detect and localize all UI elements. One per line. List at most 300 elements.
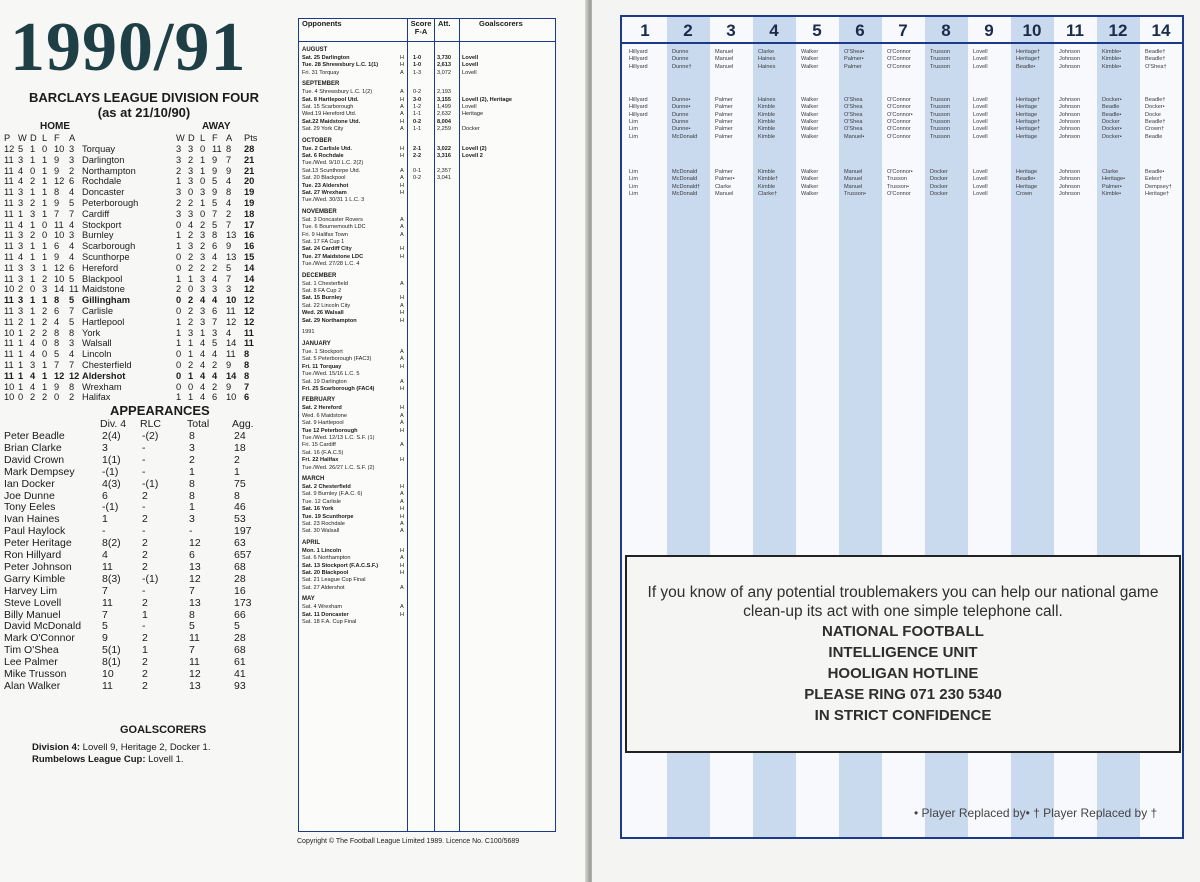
table-cell: 7 [212,208,218,219]
fixture-score: 0-1 [413,167,422,174]
fixture-opponent: Tue./Wed. 27/28 L.C. 4 [302,261,360,268]
lineup-player: Palmer [715,111,733,118]
table-col-header: L [42,133,48,143]
table-cell: 8 [226,187,232,198]
appearance-cell: 2 [142,632,148,645]
table-cell: 2 [18,284,24,295]
appearance-cell: 9 [102,632,108,645]
table-cell: 8 [244,370,250,381]
table-cell: 10 [54,144,65,154]
table-cell: 11 [4,230,14,241]
team-name: Hereford [82,262,119,273]
goalscorers-cup-text: Lovell 1. [145,754,184,765]
table-cell: 3 [42,284,48,295]
table-cell: 2 [176,165,182,176]
fixture-opponent: Sat. 1 Chesterfield [302,280,349,287]
lineup-player: Docker [1102,118,1120,125]
table-col-header: D [30,133,37,143]
lineup-player: Kimble• [1102,49,1122,55]
table-col-header: W [176,133,185,143]
lineup-player: Walker [801,49,819,55]
appearances-col-header: Agg. [232,418,254,430]
table-cell: 3 [18,306,24,316]
table-cell: 0 [176,219,182,230]
team-name: Scarborough [82,241,136,252]
appearance-cell: - [189,525,193,538]
table-cell: 8 [54,338,60,349]
player-name: Peter Johnson [4,560,72,573]
fixture-opponent: Fri. 11 Torquay [302,363,342,370]
lineup-player: Heritage† [1016,126,1041,133]
lineup-player: O'Shea [844,118,863,125]
table-cell: 3 [188,327,194,338]
table-cell: 3 [176,154,182,165]
fixture-opponent: Sat. 20 Blackpool [302,175,346,182]
fixtures-month: JANUARY [302,341,331,347]
appearance-cell: -(2) [142,430,159,442]
table-cell: 9 [226,360,232,370]
lineup-player: Beadle† [1145,97,1166,103]
appearance-cell: - [142,620,146,633]
lineup-player: Lovell [973,190,988,197]
table-cell: 11 [4,295,14,306]
table-cell: 3 [18,230,24,241]
appearance-cell: 1 [142,644,148,657]
table-cell: 8 [244,360,250,370]
fixture-venue: H [400,562,405,569]
lineup-player: Kimble• [1102,63,1122,70]
table-cell: 11 [244,327,254,338]
lineup-player: Docker [930,169,948,175]
lineup-player: Beadle† [1145,56,1166,63]
table-cell: 11 [244,338,254,349]
fixture-attendance: 1,499 [437,104,451,110]
shirt-number: 10 [1022,21,1042,40]
table-cell: 3 [212,327,218,338]
lineups-grid [620,15,1184,839]
lineup-player: Lim [629,133,639,140]
table-cell: 19 [244,187,255,198]
lineup-player: Docke [1145,111,1161,118]
fixture-venue: A [400,528,404,535]
lineup-player: O'Connor [887,97,911,103]
appearance-cell: 13 [189,560,201,573]
copyright: Copyright © The Football League Limited 1989. Licence No. C100/5689 [297,838,520,845]
appearance-cell: 11 [102,596,113,609]
fixture-venue: H [400,457,405,464]
table-cell: 11 [4,176,14,187]
appearance-cell: 1 [234,465,240,478]
table-cell: 21 [244,154,255,165]
fixture-opponent: Sat. 4 Wrexham [302,604,343,611]
table-cell: 6 [54,241,60,252]
fixture-venue: A [400,167,404,174]
table-cell: 2 [212,360,218,370]
table-cell: 2 [42,316,48,327]
table-cell: 1 [188,273,194,284]
table-cell: 4 [200,338,206,349]
appearance-cell: 5 [189,620,195,633]
lineup-player: Kimble [758,133,776,140]
table-cell: 8 [226,144,232,154]
fixture-opponent: Tue. 27 Maidstone LDC [302,253,364,260]
lineup-player: Hillyard [629,56,648,63]
fixture-attendance: 2,259 [437,126,451,133]
fixture-score: 1-0 [413,55,422,61]
appearance-cell: -(1) [102,465,119,478]
fixture-venue: H [400,190,405,196]
table-cell: 1 [42,241,48,252]
fixture-venue: H [400,317,405,324]
fixture-attendance: 3,041 [437,175,451,182]
fixture-score: 1-0 [413,62,422,69]
table-cell: 0 [176,349,182,360]
fixtures-divider [434,19,435,831]
table-cell: 4 [18,165,24,176]
team-name: Walsall [82,338,112,349]
table-cell: 14 [244,262,255,273]
table-cell: 11 [4,154,14,165]
appearance-cell: - [142,525,146,538]
lineup-player: Walker [801,176,819,183]
table-cell: 1 [176,392,182,403]
table-cell: 10 [54,273,65,284]
fixture-opponent: Sat. 9 Hartlepool [302,420,344,427]
fixture-opponent: Tue./Wed. 26/27 L.C. S.F. (2) [302,464,375,471]
lineup-player: Manuel [715,56,734,63]
appearance-cell: 8(3) [102,572,121,585]
table-cell: 3 [188,144,194,154]
table-cell: 0 [42,349,48,360]
table-cell: 2 [69,392,75,403]
table-cell: 1 [42,198,48,208]
table-cell: 11 [226,306,236,316]
table-cell: 0 [188,381,194,392]
appearance-cell: 28 [234,572,246,585]
lineup-player: Johnson [1059,133,1081,140]
lineup-player: Heritage† [1016,56,1041,63]
lineup-player: Palmer• [844,56,864,63]
table-cell: 4 [18,176,24,187]
table-cell: 7 [54,208,60,219]
lineup-player: Johnson [1059,111,1081,118]
lineup-player: Walker [801,97,819,103]
table-cell: 1 [176,230,182,241]
fixture-venue: H [400,427,405,434]
lineup-player: Lovell [973,133,988,140]
fixtures-month: DECEMBER [302,272,337,279]
table-cell: 3 [176,187,182,198]
hotline-message: If you know of any potential troublemakers you can help our national game clean-up its act with one simple telephone call. [647,584,1159,620]
player-name: Mark O'Connor [4,632,75,645]
lineup-player: Walker [801,111,819,118]
fixture-opponent: Sat. 25 Darlington [302,55,350,61]
appearance-cell: 8 [189,430,195,442]
lineup-player: Lovell [973,111,988,118]
table-cell: 2 [212,262,218,273]
table-cell: 2 [188,316,194,327]
table-cell: 2 [200,219,206,230]
fixture-opponent: Sat. 27 Aldershot [302,584,345,591]
appearance-cell: 1 [189,501,195,514]
table-cell: 4 [212,349,218,360]
fixture-opponent: Sat. 24 Cardiff City [302,246,352,253]
lineup-player: Lovell [973,104,988,111]
table-cell: 3 [30,208,36,219]
fixture-opponent: Sat. 21 League Cup Final [302,577,366,584]
table-cell: 6 [212,306,218,316]
table-cell: 28 [244,144,255,154]
table-cell: 9 [54,154,60,165]
table-cell: 8 [69,327,75,338]
lineup-player: Trusson [930,56,950,63]
table-cell: 4 [69,219,75,230]
fixture-opponent: Tue. 4 Shrewsbury L.C. 1(2) [302,89,373,96]
table-cell: 2 [30,176,36,187]
fixture-opponent: Sat. 2 Hereford [302,405,342,412]
table-cell: 11 [4,241,14,252]
table-cell: 1 [176,176,182,187]
table-cell: 1 [30,273,36,284]
appearance-cell: - [142,441,146,454]
table-cell: 4 [212,252,218,262]
fixture-opponent: Sat. 5 Peterborough (FAC3) [302,356,372,363]
league-name: BARCLAYS LEAGUE DIVISION FOUR [29,90,259,105]
team-name: York [82,327,101,338]
table-cell: 12 [4,144,15,154]
fixture-venue: A [400,104,404,110]
shirt-number: 2 [683,21,693,40]
lineup-player: Heritage† [1016,118,1041,125]
table-cell: 3 [69,154,75,165]
player-name: Tim O'Shea [4,644,59,657]
table-cell: 9 [212,187,218,198]
lineup-player: Manuel [715,63,734,70]
team-name: Burnley [82,230,114,241]
fixture-venue: A [400,356,404,363]
lineup-player: Palmer [715,118,733,125]
appearance-cell: 12 [189,668,201,680]
lineup-player: Kimble [758,111,776,118]
table-cell: 3 [188,241,194,252]
appearance-cell: 8(1) [102,656,121,669]
fixture-opponent: Sat. 29 York City [302,126,344,133]
team-name: Carlisle [82,306,113,316]
fixture-opponent: Sat. 22 Lincoln City [302,302,351,309]
table-cell: 3 [188,208,194,219]
table-cell: 5 [69,273,75,284]
lineup-player: Kimble [758,169,776,175]
fixture-opponent: Sat. 6 Rochdale [302,153,344,159]
table-cell: 1 [188,338,194,349]
appearance-cell: 6 [189,549,195,561]
lineup-player: Lovell [973,49,988,55]
table-cell: 8 [54,187,60,198]
team-name: Scunthorpe [82,252,130,262]
fixture-scorers: Lovell (2) [462,145,487,152]
lineup-player: Kimble [758,118,776,125]
fixture-venue: A [400,69,404,76]
fixture-attendance: 3,730 [437,55,451,61]
table-cell: 9 [226,381,232,392]
table-cell: 13 [226,230,237,241]
table-cell: 2 [42,306,48,316]
shirt-number: 6 [855,21,865,40]
fixture-opponent: Tue. 6 Bournemouth LDC [302,224,366,231]
shirt-number: 7 [898,21,908,40]
lineup-player: Heritage† [1145,190,1170,197]
table-cell: 0 [42,230,48,241]
fixture-venue: H [400,55,405,61]
table-cell: 3 [69,144,75,154]
appearance-cell: -(1) [142,477,159,490]
appearance-cell: 28 [234,632,246,645]
player-name: David Crown [4,453,65,466]
table-cell: 2 [188,360,194,370]
fixture-venue: A [400,216,404,223]
appearance-cell: 18 [234,441,246,454]
table-cell: 6 [69,176,75,187]
lineup-player: Crown† [1145,126,1165,133]
lineup-player: Lovell [973,97,988,103]
lineup-player: Docker• [1102,126,1122,133]
appearance-cell: 11 [189,656,200,669]
player-name: Ivan Haines [4,513,60,526]
lineup-player: Dunne• [672,104,691,111]
team-name: Hartlepool [82,316,125,327]
table-cell: 12 [244,306,255,316]
fixture-opponent: Fri. 22 Halifax [302,457,339,464]
lineup-player: Beadle† [1145,49,1166,55]
table-cell: 1 [30,306,36,316]
player-name: David McDonald [4,620,82,633]
table-cell: 1 [18,327,24,338]
table-cell: 2 [42,327,48,338]
fixtures-month: MARCH [302,476,325,482]
fixture-venue: H [400,405,405,412]
appearance-cell: 8 [189,608,195,621]
fixture-attendance: 2,613 [437,62,451,69]
fixture-scorers: Lovell [462,69,477,76]
lineup-player: Lim [629,169,639,175]
table-cell: 2 [188,262,194,273]
fixtures-month: MAY [302,596,315,603]
table-cell: 4 [30,381,36,392]
lineup-player: Heritage [1016,133,1038,140]
team-name: Wrexham [82,381,122,392]
table-cell: 5 [54,349,60,360]
goalscorers-division-label: Division 4: [32,742,81,753]
fixture-opponent: Tue./Wed. 15/16 L.C. 5 [302,371,360,378]
table-cell: 14 [54,284,65,295]
fixture-opponent: Fri. 25 Scarborough (FAC4) [302,386,375,392]
lineup-player: Kimble• [1102,190,1122,197]
lineup-player: Dunne• [672,97,691,103]
table-cell: 1 [30,295,36,306]
lineups-header-rule [622,42,1182,44]
fixture-opponent: Sat. 8 Hartlepool Utd. [302,96,359,103]
fixture-opponent: Sat. 9 Burnley (F.A.C. 6) [302,491,363,498]
fixture-opponent: Sat. 16 York [302,506,334,513]
table-cell: 1 [42,252,48,262]
lineup-player: Johnson [1059,56,1081,63]
table-cell: 7 [212,316,218,327]
fixture-opponent: Sat.13 Scunthorpe Utd. [302,167,361,174]
fixture-venue: H [400,484,405,490]
lineup-player: Heritage† [1016,97,1041,103]
player-name: Brian Clarke [4,441,62,454]
appearances-title: APPEARANCES [110,403,210,418]
lineup-player: Lovell [973,63,988,70]
table-cell: 1 [42,295,48,306]
appearance-cell: 197 [234,525,252,538]
lineup-player: Beadle [1102,104,1120,111]
lineup-player: Lim [629,126,639,133]
table-col-header: F [212,133,218,143]
fixture-score: 2-2 [413,153,422,159]
lineup-player: Walker [801,56,819,63]
player-name: Lee Palmer [4,656,58,669]
lineup-player: Walker [801,190,819,197]
fixture-venue: A [400,604,404,611]
table-cell: 1 [30,219,36,230]
fixture-opponent: Sat. 15 Burnley [302,295,343,302]
table-cell: 2 [30,198,36,208]
table-cell: 7 [69,306,75,316]
table-cell: 17 [244,219,255,230]
lineup-player: Trusson [887,176,907,183]
table-cell: 7 [54,360,60,370]
fixture-opponent: Tue. 28 Shrewsbury L.C. 1(1) [302,62,379,69]
appearance-cell: 1 [189,465,195,478]
fixture-opponent: Sat. 8 FA Cup 2 [302,288,342,294]
table-cell: 0 [176,306,182,316]
fixture-scorers: Heritage [462,111,484,118]
fixture-opponent: Tue. 2 Carlisle Utd. [302,145,352,152]
fixtures-header-opponents: Opponents [302,19,342,28]
table-cell: 4 [69,187,75,198]
fixture-venue: A [400,302,404,309]
fixture-venue: H [400,295,405,302]
fixture-scorers: Docker [462,126,480,133]
fixture-venue: A [400,412,404,419]
table-cell: 9 [54,198,60,208]
lineup-player: Eeles† [1145,176,1163,183]
lineup-player: Lovell [973,176,988,183]
lineup-player: Lim [629,176,639,183]
appearance-cell: 12 [189,537,201,550]
table-col-header: P [4,133,11,143]
team-name: Peterborough [82,198,139,208]
table-cell: 3 [30,360,36,370]
table-cell: 1 [30,154,36,165]
lineup-player: Lovell [973,169,988,175]
table-cell: 4 [212,295,218,306]
table-cell: 0 [188,284,194,295]
lineup-player: Kimble [758,126,776,133]
appearance-cell: 75 [234,477,246,490]
fixture-attendance: 2,632 [437,111,451,118]
appearance-cell: - [142,501,146,514]
fixtures-month: NOVEMBER [302,208,337,215]
fixture-opponent: Sat. 30 Walsall [302,528,340,535]
appearance-cell: 13 [189,679,201,692]
fixture-opponent: Mon. 1 Lincoln [302,547,342,554]
table-cell: 1 [30,241,36,252]
lineup-player: Palmer [715,104,733,111]
appearance-cell: 2 [189,453,195,466]
fixture-venue: A [400,491,404,498]
